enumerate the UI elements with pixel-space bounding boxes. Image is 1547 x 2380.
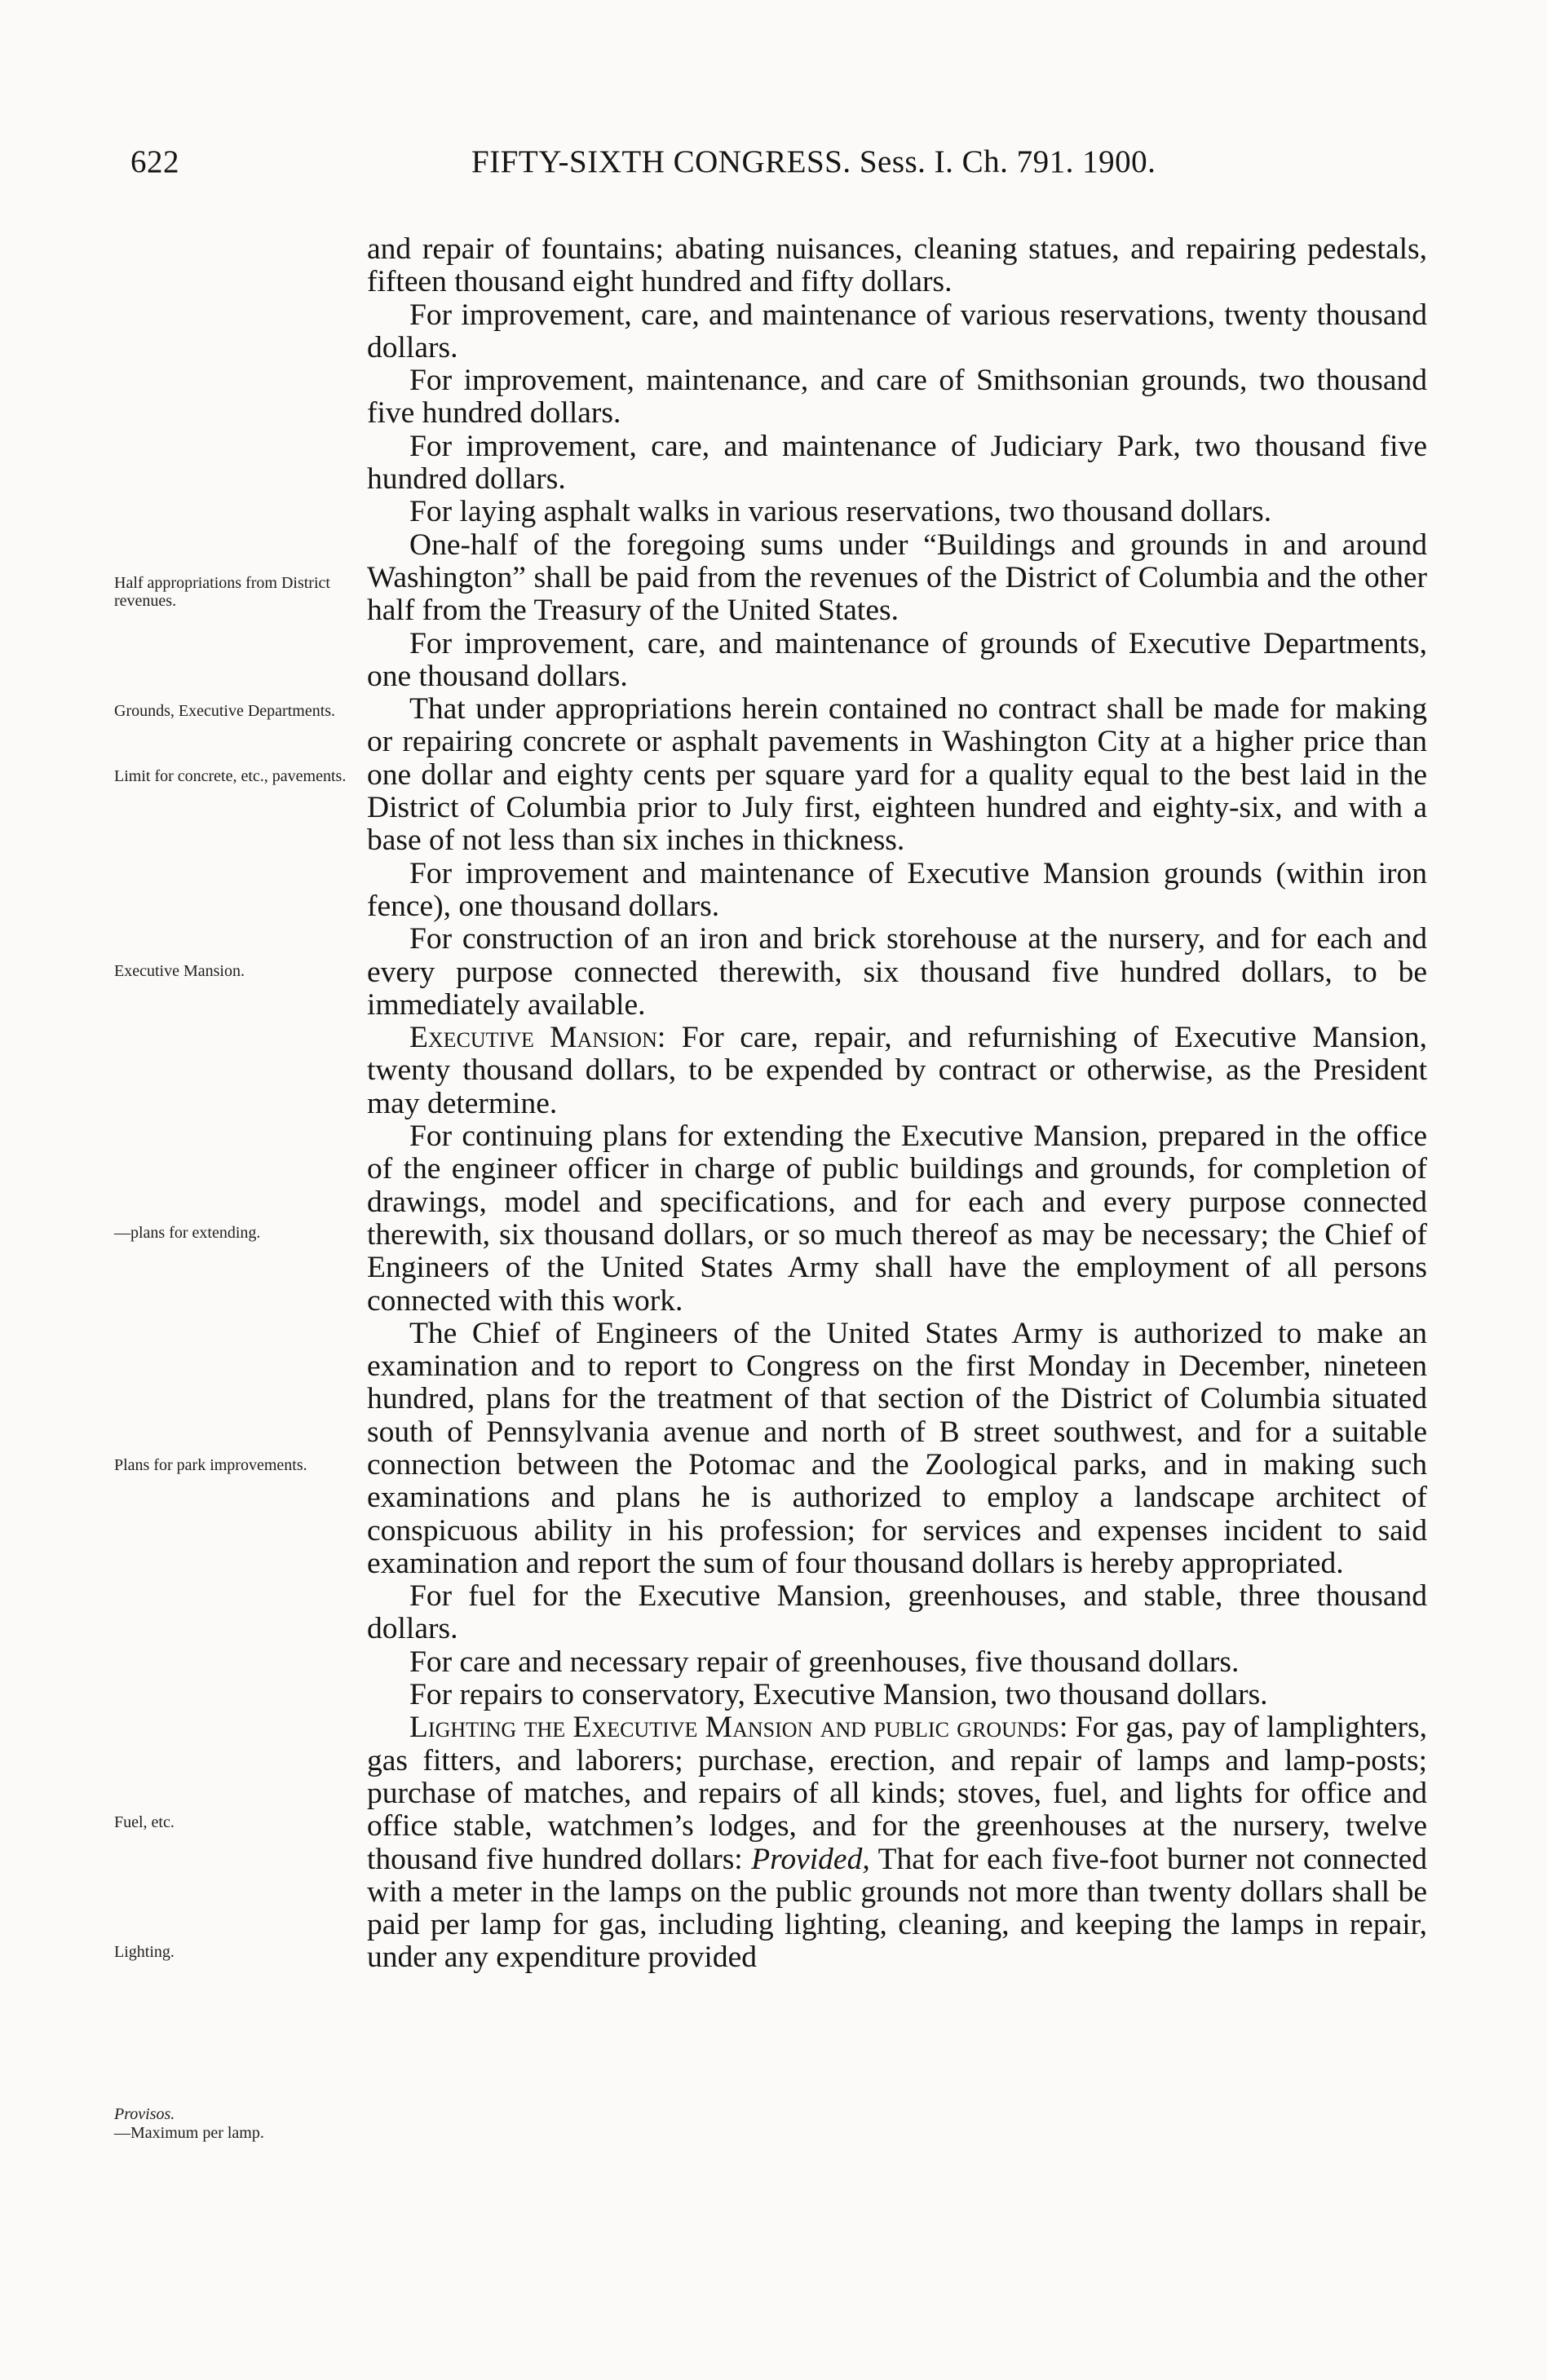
paragraph-plans-extending: For continuing plans for extending the Executive Mansion, prepared in the office of the engineer officer in charge of public buildings and grounds, for completion of drawings, model and specifications, and for each and every purpose connected therewith, six thousand dollars, or so much thereof as may be necessary; the Chief of Engineers of the United States Army shall have the employment of all persons connected with this work. xyxy=(367,1119,1427,1318)
lighting-text-a: For gas, pay of lamplighters, gas fitters, and laborers; purchase, erection, and repair of lamps and lamp-posts; purchase of matches, and repairs of all kinds; stoves, fuel, and lights for office and office stable, watchmen’s lodges, and for the greenhouses at the nursery, twelve thousand five hundred dollars: xyxy=(367,1711,1428,1876)
margin-note-lighting: Lighting. xyxy=(114,1943,175,1961)
margin-note-half-appropriations: Half appropriations from District revenues. xyxy=(114,574,330,610)
paragraph-chief-engineers: The Chief of Engineers of the United States Army is authorized to make an examination and to report to Congress on the first Monday in December, nineteen hundred, plans for the treatment of that section of the District of Columbia situated south of Pennsylvania avenue and north of B street southwest, and for a suitable connection between the Potomac and the Zoological parks, and in making such examinations and plans he is authorized to employ a landscape architect of conspicuous ability in his profession; for services and expenses incident to said examination and report the sum of four thousand dollars is hereby appropriated. xyxy=(367,1316,1427,1580)
paragraph-executive-departments: For improvement, care, and maintenance of grounds of Executive Departments, one thousand dollars. xyxy=(367,626,1427,693)
paragraph-reservations: For improvement, care, and maintenance of various reservations, twenty thousand dollars. xyxy=(367,298,1427,364)
paragraph-mansion-grounds: For improvement and maintenance of Executive Mansion grounds (within iron fence), one thousand dollars. xyxy=(367,856,1427,923)
margin-note-plans-park: Plans for park improvements. xyxy=(114,1456,307,1474)
margin-note-provisos: Provisos. xyxy=(114,2105,175,2123)
margin-note-fuel: Fuel, etc. xyxy=(114,1813,175,1831)
provided-word: Provided, xyxy=(751,1842,870,1876)
margin-note-executive-mansion: Executive Mansion. xyxy=(114,962,245,980)
margin-note-maximum-per-lamp: —Maximum per lamp. xyxy=(114,2124,264,2142)
page-number: 622 xyxy=(130,144,179,179)
margin-note-limit-concrete: Limit for concrete, etc., pavements. xyxy=(114,767,347,785)
paragraph-smithsonian: For improvement, maintenance, and care of Smithsonian grounds, two thousand five hundred dollars. xyxy=(367,364,1427,431)
margin-note-plans-extending: —plans for extending. xyxy=(114,1224,261,1242)
paragraph-asphalt-walks: For laying asphalt walks in various reservations, two thousand dollars. xyxy=(409,495,1272,529)
paragraph-judiciary-park: For improvement, care, and maintenance of Judiciary Park, two thousand five hundred dollars. xyxy=(367,429,1427,497)
paragraph-fountains: and repair of fountains; abating nuisances, cleaning statues, and repairing pedestals, fifteen thousand eight hundred and fifty dollars. xyxy=(367,232,1427,299)
paragraph-fuel: For fuel for the Executive Mansion, greenhouses, and stable, three thousand dollars. xyxy=(367,1579,1427,1646)
paragraph-greenhouses: For care and necessary repair of greenhouses, five thousand dollars. xyxy=(409,1645,1240,1679)
executive-mansion-heading: Executive Mansion: xyxy=(409,1021,666,1055)
paragraph-half-appropriations: One-half of the foregoing sums under “Buildings and grounds in and around Washington” shall be paid from the revenues of the District of Columbia and the other half from the Treasury of the United States. xyxy=(367,528,1427,628)
paragraph-concrete-limit: That under appropriations herein contained no contract shall be made for making or repairing concrete or asphalt pavements in Washington City at a higher price than one dollar and eighty cents per square yard for a quality equal to the best laid in the District of Columbia prior to July first, eighteen hundred and eighty-six, and with a base of not less than six inches in thickness. xyxy=(367,692,1427,858)
margin-note-grounds-executive: Grounds, Executive Departments. xyxy=(114,702,336,720)
executive-mansion-text: For care, repair, and refurnishing of Executive Mansion, twenty thousand dollars, to be expended by contract or otherwise, as the President may determine. xyxy=(367,1021,1427,1120)
lighting-heading: Lighting the Executive Mansion and public grounds: xyxy=(409,1711,1068,1745)
running-title: FIFTY-SIXTH CONGRESS. Sess. I. Ch. 791. 1900. xyxy=(471,144,1156,179)
paragraph-conservatory: For repairs to conservatory, Executive Mansion, two thousand dollars. xyxy=(409,1678,1268,1712)
body-text xyxy=(367,233,1427,1975)
lighting-text-b: That for each five-foot burner not connected with a meter in the lamps on the public grounds not more than twenty dollars shall be paid per lamp for gas, including lighting, cleaning, and keeping the lamps in repair, under any expenditure provided xyxy=(367,1842,1427,1975)
paragraph-lighting xyxy=(367,1711,1427,1974)
paragraph-storehouse: For construction of an iron and brick storehouse at the nursery, and for each and every purpose connected therewith, six thousand five hundred dollars, to be immediately available. xyxy=(367,922,1427,1022)
paragraph-executive-mansion xyxy=(367,1022,1427,1120)
